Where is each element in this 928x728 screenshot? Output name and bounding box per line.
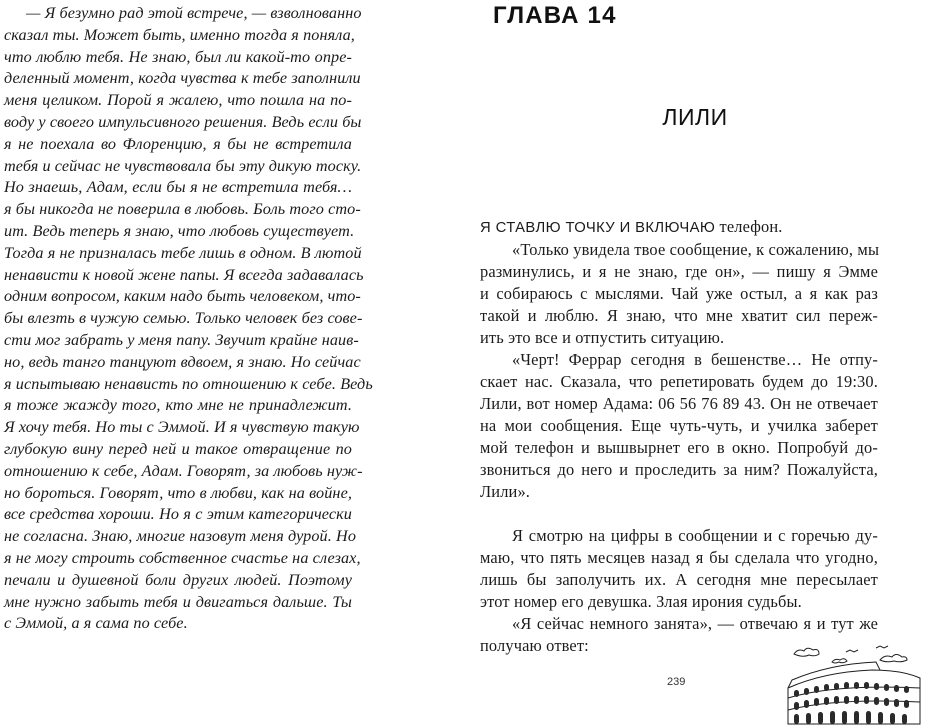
text-line: меня целиком. Порой я жалею, что пошла на по-	[4, 91, 352, 110]
right-page	[464, 0, 928, 728]
text-line: и собираюсь с мыслями. Чай уже остыл, а я как раз	[480, 284, 878, 303]
text-line: этот номер его девушка. Злая ирония судьбы.	[480, 592, 802, 611]
text-line: Тогда я не призналась тебе лишь в одном. В лютой	[4, 243, 362, 262]
text-line: звониться до него и проследить за ним? Пожалуйста,	[480, 460, 878, 479]
text-line: но бороться. Говорят, что в любви, как на войне,	[4, 483, 352, 502]
text-line: с Эммой, а я сама по себе.	[4, 614, 188, 633]
paragraph-gap	[480, 503, 878, 525]
text-line: но, ведь танго танцуют вдвоем, я знаю. Но сейчас	[4, 352, 361, 371]
text-line: сказал ты. Может быть, именно тогда я поняла,	[4, 25, 355, 44]
right-page-text	[480, 216, 878, 657]
text-line: лишь бы заполучить их. А сегодня мне пересылает	[480, 570, 878, 589]
text-line: ненависти к новой жене папы. Я всегда задавалась	[4, 265, 364, 284]
text-line: ить это все и отпустить ситуацию.	[480, 328, 725, 347]
text-line: деленный момент, когда чувства к тебе заполнили	[4, 69, 361, 88]
lead-caps: Я СТАВЛЮ ТОЧКУ И ВКЛЮЧАЮ	[480, 220, 716, 236]
text-line: на мои сообщения. Еще чуть-чуть, и училка заберет	[480, 416, 878, 435]
text-line: я не поехала во Флоренцию, я бы не встретила	[4, 134, 352, 153]
text-line: получаю ответ:	[480, 636, 589, 655]
text-line: все средства хороши. Но я с этим категорически	[4, 505, 352, 524]
text-line: Я смотрю на цифры в сообщении и с горечью ду-	[512, 526, 878, 545]
chapter-heading: ЛИЛИ	[662, 104, 728, 130]
text-line: глубокую вину перед ней и такое отвращение по	[4, 439, 352, 458]
text-line: я испытываю ненависть по отношению к себе. Ведь	[4, 374, 373, 393]
text-line: Но знаешь, Адам, если бы я не встретила тебя…	[4, 178, 352, 197]
lead-rest: телефон.	[715, 217, 783, 236]
text-line: «Черт! Феррар сегодня в бешенстве… Не отпу-	[512, 350, 878, 369]
text-line: маю, что пять месяцев назад я бы сделала что угодно,	[480, 548, 878, 567]
lead-line	[480, 216, 878, 239]
text-line: — Я безумно рад этой встрече, — взволнованно	[26, 4, 362, 22]
text-line: мой телефон и вышвырнет его в окно. Попробуй до-	[480, 438, 878, 457]
chapter-title: ГЛАВА 14	[493, 2, 617, 29]
text-line: Лили».	[480, 482, 531, 501]
text-line: бы влезть в чужую семью. Только человек без сове-	[4, 309, 363, 328]
text-line: что люблю тебя. Не знаю, был ли какой-то опре-	[4, 47, 352, 66]
text-line: я тоже жажду того, кто мне не принадлежит.	[4, 396, 352, 415]
text-line: воду у своего импульсивного решения. Ведь если бы	[4, 112, 362, 131]
left-page-text	[4, 3, 373, 635]
text-line: отношению к себе, Адам. Говорят, за любовь нуж-	[4, 461, 363, 480]
text-line: «Только увидела твое сообщение, к сожалению, мы	[512, 240, 880, 259]
text-line: Лили, вот номер Адама: 06 56 76 89 43. Он не отвечает	[480, 394, 878, 413]
text-line: тебя и сейчас не чувствовала бы эту дикую тоску.	[4, 156, 362, 175]
text-line: не согласна. Знаю, многие назовут меня дурой. Но	[4, 527, 357, 546]
text-line: мне нужно забыть тебя и двигаться дальше. Ты	[4, 592, 352, 611]
text-line: печали и душевной боли других людей. Поэтому	[4, 570, 352, 589]
text-line: ит. Ведь теперь я знаю, что любовь существует.	[4, 221, 355, 240]
text-line: скает нас. Сказала, что репетировать будем до 19:30.	[480, 372, 878, 391]
text-line: разминулись, и я не знаю, где он», — пишу я Эмме	[480, 262, 878, 281]
text-line: я не могу строить собственное счастье на слезах,	[4, 548, 361, 567]
text-line: «Я сейчас немного занята», — отвечаю я и тут же	[512, 614, 878, 633]
text-line: такой и люблю. Я знаю, что мне хватит сил переж-	[480, 306, 878, 325]
text-line: Я хочу тебя. Но ты с Эммой. И я чувствую такую	[4, 418, 360, 437]
text-line: сти мог забрать у меня папу. Звучит крайне наив-	[4, 330, 359, 349]
text-line: одним вопросом, каким надо быть человеком, что-	[4, 287, 361, 306]
page-number: 239	[667, 676, 686, 688]
colosseum-illustration-icon	[784, 640, 924, 726]
text-line: я бы никогда не поверила в любовь. Боль того сто-	[4, 200, 361, 219]
